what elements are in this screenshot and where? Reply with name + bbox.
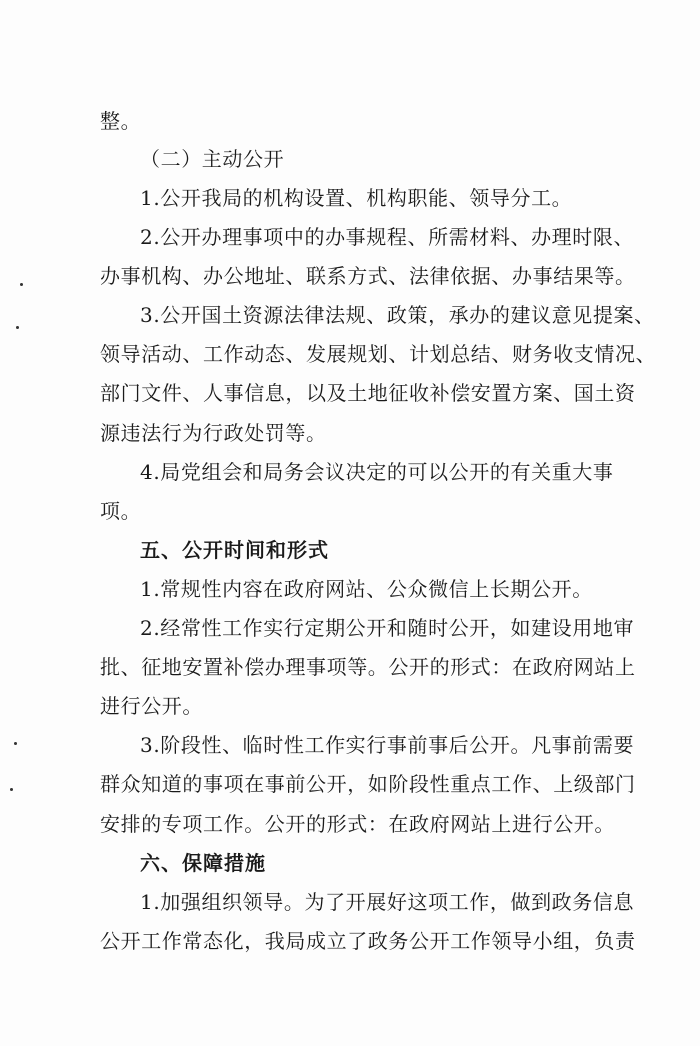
text-line: 1.公开我局的机构设置、机构职能、领导分工。 — [140, 186, 573, 210]
text-line: 2.经常性工作实行定期公开和随时公开，如建设用地审 — [140, 616, 635, 640]
section-heading: 六、保障措施 — [140, 851, 266, 875]
text-line: 部门文件、人事信息，以及土地征收补偿安置方案、国土资 — [100, 381, 636, 405]
text-line: 2.公开办理事项中的办事规程、所需材料、办理时限、 — [140, 225, 635, 249]
text-line: 整。 — [100, 109, 142, 133]
text-line: 进行公开。 — [100, 694, 203, 718]
text-line: 公开工作常态化，我局成立了政务公开工作领导小组，负责 — [100, 929, 636, 953]
text-line: 4.局党组会和局务会议决定的可以公开的有关重大事 — [140, 460, 614, 484]
text-line: 源违法行为行政处罚等。 — [100, 421, 327, 445]
text-line: 1.常规性内容在政府网站、公众微信上长期公开。 — [140, 577, 593, 601]
text-line: 3.阶段性、临时性工作实行事前事后公开。凡事前需要 — [140, 733, 635, 757]
text-line: 办事机构、办公地址、联系方式、法律依据、办事结果等。 — [100, 264, 636, 288]
text-line: 1.加强组织领导。为了开展好这项工作，做到政务信息 — [140, 890, 635, 914]
scan-speck — [10, 788, 13, 791]
scan-speck — [20, 283, 23, 286]
section-heading: 五、公开时间和形式 — [140, 538, 329, 562]
scan-speck — [16, 326, 19, 329]
text-line: 群众知道的事项在事前公开，如阶段性重点工作、上级部门 — [100, 772, 636, 796]
text-line: 3.公开国土资源法律法规、政策，承办的建议意见提案、 — [140, 303, 655, 327]
text-line: 批、征地安置补偿办理事项等。公开的形式：在政府网站上 — [100, 655, 636, 679]
scan-speck — [14, 742, 17, 745]
section-subheading: （二）主动公开 — [140, 147, 285, 171]
text-line: 项。 — [100, 499, 142, 523]
text-line: 安排的专项工作。公开的形式：在政府网站上进行公开。 — [100, 812, 615, 836]
text-line: 领导活动、工作动态、发展规划、计划总结、财务收支情况、 — [100, 342, 657, 366]
